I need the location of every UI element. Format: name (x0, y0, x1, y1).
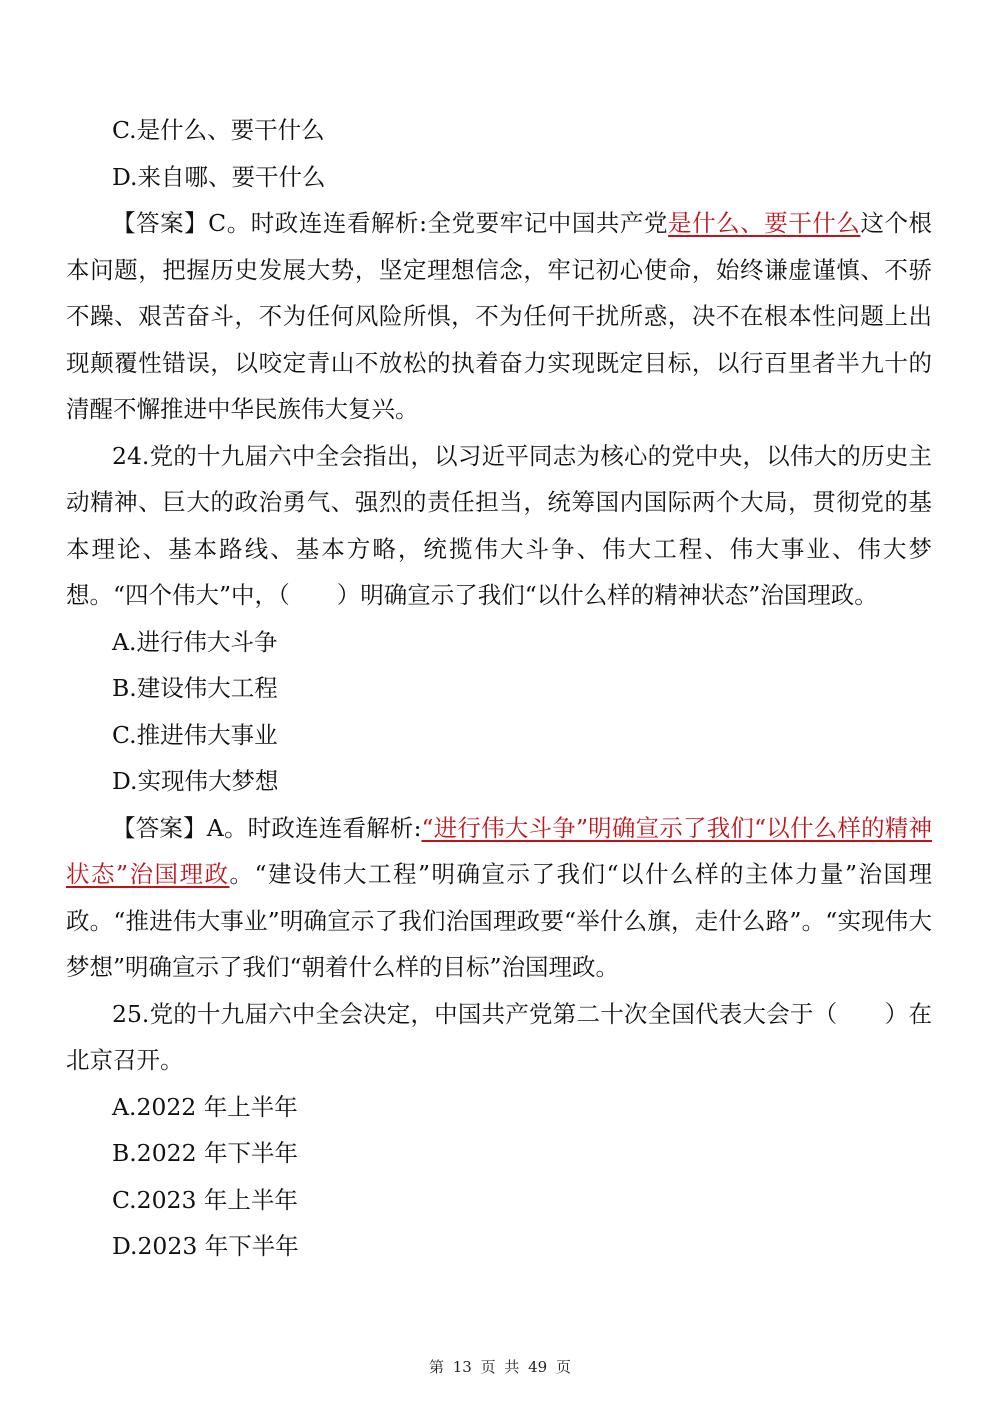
q25-option-b: B.2022 年下半年 (112, 1139, 299, 1167)
answer-highlight: 是什么、要干什么 (668, 209, 861, 237)
q25-option-d: D.2023 年下半年 (112, 1232, 299, 1260)
q24-option-b: B.建设伟大工程 (112, 674, 278, 702)
page-footer: 第 13 页 共 49 页 (428, 1358, 571, 1376)
q24-answer-highlight: “进行伟大斗争”明确宣示了我们“以什么样的精神状态”治国理政 (66, 813, 932, 888)
q24-answer-paragraph (66, 805, 932, 991)
answer-prefix: 【答案】C。时政连连看解析:全党要牢记中国共产党 (112, 209, 669, 237)
q24-answer-prefix: 【答案】A。时政连连看解析: (112, 813, 422, 842)
q24-answer-suffix: 。“建设伟大工程”明确宣示了我们“以什么样的主体力量”治国理政。“推进伟大事业”明确宣示了我们治国理政要“举什么旗，走什么路”。“实现伟大梦想”明确宣示了我们“朝着什么样的目标”治国理政。 (66, 860, 932, 981)
q24-option-a: A.进行伟大斗争 (112, 627, 278, 656)
option-c: C.是什么、要干什么 (112, 116, 325, 144)
q25-option-c: C.2023 年上半年 (112, 1185, 298, 1214)
answer-suffix: 这个根本问题，把握历史发展大势，坚定理想信念，牢记初心使命，始终谦虚谨慎、不骄不躁、艰苦奋斗，不为任何风险所惧，不为任何干扰所惑，决不在根本性问题上出现颠覆性错误，以咬定青山不放松的执着奋力实现既定目标，以行百里者半九十的清醒不懈推进中华民族伟大复兴。 (66, 209, 932, 423)
option-d: D.来自哪、要干什么 (112, 162, 326, 191)
q24-option-c: C.推进伟大事业 (112, 720, 278, 749)
q25-option-a: A.2022 年上半年 (112, 1092, 298, 1121)
q24-option-d: D.实现伟大梦想 (112, 767, 279, 795)
question-25-stem: 25.党的十九届六中全会决定，中国共产党第二十次全国代表大会于（ ）在北京召开。 (66, 999, 932, 1074)
question-24-stem: 24.党的十九届六中全会指出，以习近平同志为核心的党中央，以伟大的历史主动精神、巨大的政治勇气、强烈的责任担当，统筹国内国际两个大局，贯彻党的基本理论、基本路线、基本方略，统揽伟大斗争、伟大工程、伟大事业、伟大梦想。“四个伟大”中，（ ）明确宣示了我们“以什么样的精神状态”治国理政。 (66, 441, 932, 609)
answer-paragraph (66, 200, 932, 433)
page-content (66, 107, 932, 1270)
